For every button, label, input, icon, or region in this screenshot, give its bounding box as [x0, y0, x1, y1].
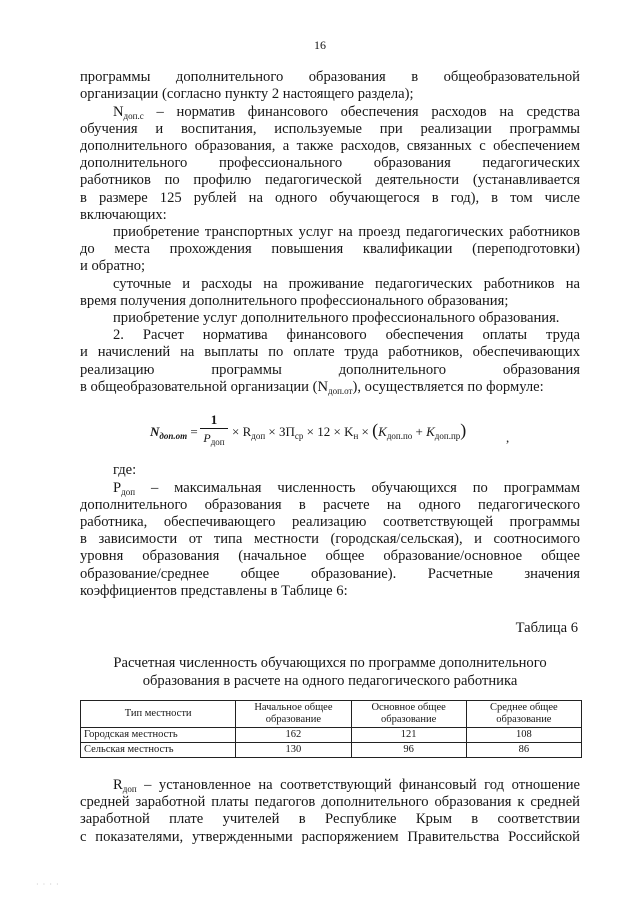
text-line: организации (согласно пункту 2 настоящего раздела);: [80, 86, 414, 102]
text-line: дополнительного профессионального образования педагогических: [80, 155, 580, 171]
text-line: в зависимости от типа местности (городская/сельская), и соотносимого: [80, 531, 580, 547]
table-cell: 96: [351, 743, 466, 758]
text-line: уровня образования (начальное общее образование/основное общее: [80, 548, 580, 564]
text-line: до места прохождения повышения квалификации (переподготовки): [80, 241, 580, 257]
formula-rhs: × $R_{доп} \times ЗП_{ср} \times 12 \times K_н \times (K_{доп.по} + K_{доп.пр})$: [232, 420, 467, 441]
text-line: $P_{доп}$ – максимальная численность обучающихся по программам: [113, 480, 580, 497]
table-title: образования в расчете на одного педагогического работника: [142, 673, 518, 689]
header-cell: Среднее общее образование: [466, 701, 581, 728]
text-line: реализацию программы дополнительного образования: [80, 362, 580, 378]
formula-comma: ,: [506, 430, 510, 445]
text-line: приобретение услуг дополнительного профессионального образования.: [113, 310, 560, 326]
table-row: [81, 743, 582, 758]
text-line: включающих:: [80, 207, 167, 223]
text-line: приобретение транспортных услуг на проезд педагогических работников: [113, 224, 580, 240]
text-line: суточные и расходы на проживание педагогических работников на: [113, 276, 580, 292]
table-cell: 108: [466, 728, 581, 743]
scan-artifact: · · · ·: [36, 880, 60, 889]
text-line: с показателями, утвержденными распоряжением Правительства Российской: [80, 829, 580, 845]
table-header-row: [81, 701, 582, 728]
table-cell: 130: [236, 743, 351, 758]
text-line: $R_{доп}$ – установленное на соответствующий финансовый год отношение: [113, 777, 580, 794]
data-table: [80, 700, 582, 758]
text-line: $N_{доп.с}$ – норматив финансового обеспечения расходов на средства: [113, 104, 580, 121]
table-cell: 121: [351, 728, 466, 743]
text-line: средней заработной платы педагогов дополнительного образования к средней: [80, 794, 580, 810]
header-cell: Основное общее образование: [351, 701, 466, 728]
text-line: программы дополнительного образования в общеобразовательной: [80, 69, 580, 85]
page-number: 16: [314, 38, 326, 52]
text-line: и начислений на выплаты по оплате труда работников, обеспечивающих: [80, 344, 580, 360]
text-line: 2. Расчет норматива финансового обеспечения оплаты труда: [113, 327, 580, 343]
text-line: заработной плате учителей в Республике Крым в соответствии: [80, 811, 580, 827]
text-line: и обратно;: [80, 258, 146, 274]
text-line: в размере 125 рублей на одного обучающегося в год), в том числе: [80, 190, 580, 206]
table-cell: 86: [466, 743, 581, 758]
fraction-denominator: $P_{доп}$: [203, 431, 225, 447]
table-cell: 162: [236, 728, 351, 743]
formula-lhs: $N_{доп.от}$ =: [150, 424, 198, 441]
fraction-bar: [200, 428, 228, 429]
text-line: коэффициентов представлены в Таблице 6:: [80, 583, 348, 599]
formula-fraction: [200, 412, 228, 446]
fraction-numerator: 1: [210, 412, 218, 427]
table-row: [81, 728, 582, 743]
text-line: образование/среднее общее образование). Расчетные значения: [80, 566, 580, 582]
table-cell: Сельская местность: [81, 743, 236, 758]
text-line: время получения дополнительного профессионального образования;: [80, 293, 509, 309]
formula: [150, 412, 550, 450]
table-caption: Таблица 6: [515, 620, 578, 636]
header-cell: Тип местности: [81, 701, 236, 728]
text-line: дополнительного образования в расчете на одного педагогического: [80, 497, 580, 513]
table-title: Расчетная численность обучающихся по программе дополнительного: [113, 655, 547, 671]
text-line: обучения и воспитания, используемые при реализации программы: [80, 121, 580, 137]
text-line: в общеобразовательной организации $(N_{доп.от})$, осуществляется по формуле:: [80, 379, 544, 396]
text-line: работника, обеспечивающего реализацию соответствующей программы: [80, 514, 580, 530]
text-line: дополнительного образования, а также расходов, связанных с обеспечением: [80, 138, 580, 154]
table-cell: Городская местность: [81, 728, 236, 743]
text-line: где:: [113, 462, 137, 478]
header-cell: Начальное общее образование: [236, 701, 351, 728]
text-line: работников по профилю педагогической деятельности (устанавливается: [80, 172, 580, 188]
